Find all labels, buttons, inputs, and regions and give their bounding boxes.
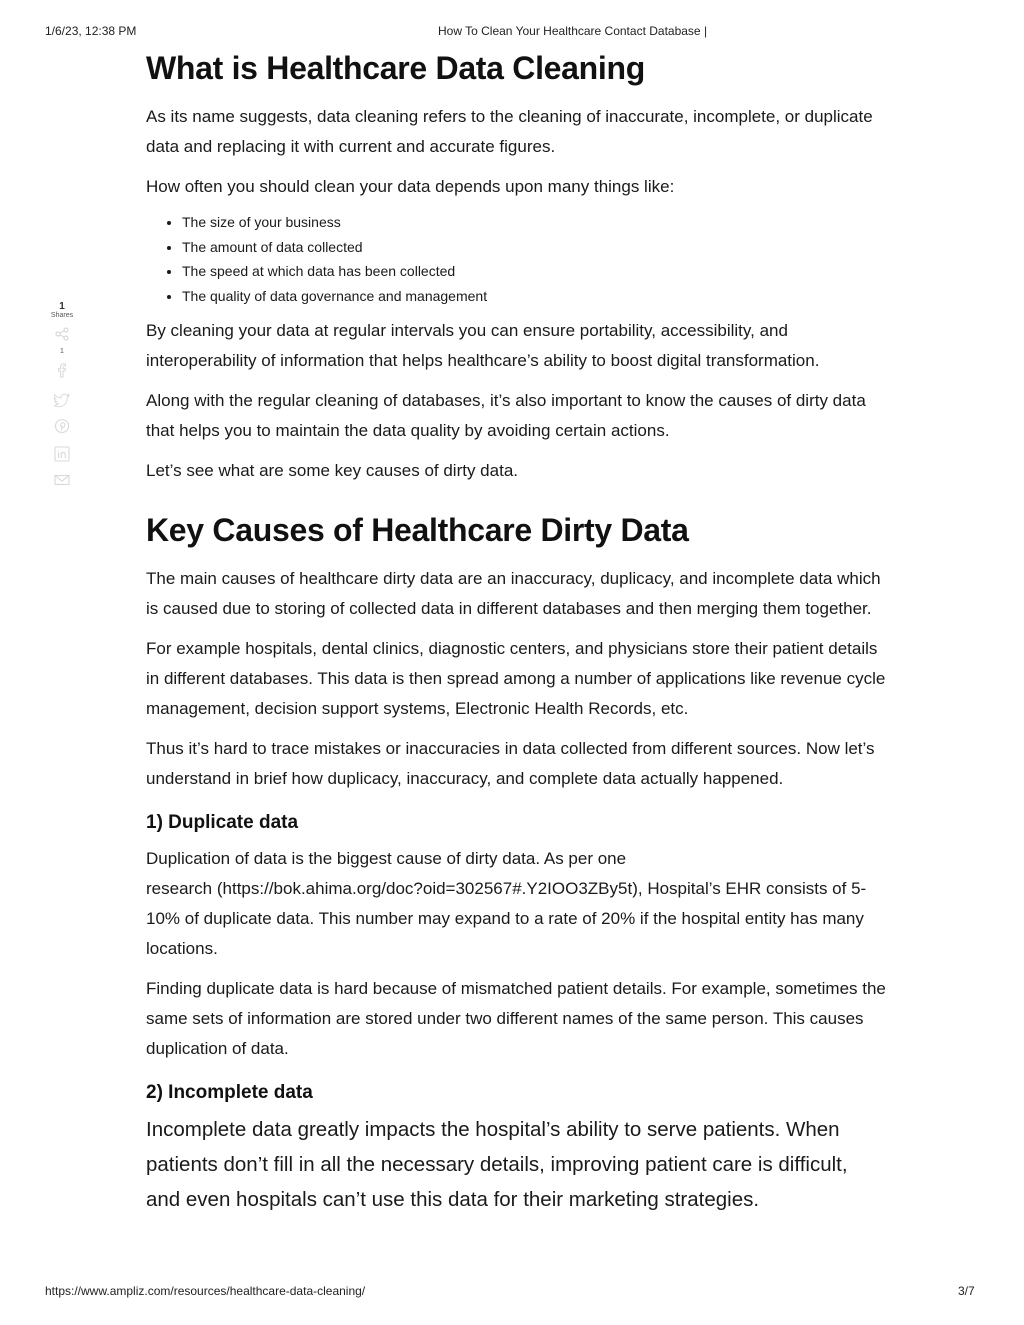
print-header xyxy=(0,24,1024,40)
paragraph-incomplete: Incomplete data greatly impacts the hospital’s ability to serve patients. When patients don’t fill in all the necessary details, improving patient care is difficult, and even hospitals can’t use this data for their marketing strategies. xyxy=(146,1118,848,1211)
section-heading-key-causes: Key Causes of Healthcare Dirty Data xyxy=(146,512,689,548)
article-content xyxy=(146,46,886,1217)
print-page-title: How To Clean Your Healthcare Contact Database | xyxy=(438,24,708,38)
share-count: 1 xyxy=(59,301,65,312)
section-heading-data-cleaning: What is Healthcare Data Cleaning xyxy=(146,50,645,86)
list-item: • The quality of data governance and management xyxy=(182,284,886,309)
page-number: 3/7 xyxy=(958,1284,975,1298)
paragraph-example: For example hospitals, dental clinics, diagnostic centers, and physicians store their patient details in different databases. This data is then spread among a number of applications like revenue cycle management, decision support systems, Electronic Health Records, etc. xyxy=(146,639,886,718)
paragraph-definition: As its name suggests, data cleaning refers to the cleaning of inaccurate, incomplete, or duplicate data and replacing it with current and accurate figures. xyxy=(146,107,873,156)
facebook-icon[interactable] xyxy=(54,362,70,378)
paragraph-lets-see: Let’s see what are some key causes of dirty data. xyxy=(146,461,518,480)
share-icon[interactable] xyxy=(54,326,70,342)
duplication-text-before: Duplication of data is the biggest cause of dirty data. As per one xyxy=(146,849,627,868)
paragraph-benefits: By cleaning your data at regular intervals you can ensure portability, accessibility, and interoperability of information that helps healthcare’s ability to boost digital transformation. xyxy=(146,321,820,370)
facebook-share-count: 1 xyxy=(60,348,64,355)
twitter-icon[interactable] xyxy=(54,392,70,408)
paragraph-finding-duplicates: Finding duplicate data is hard because of mismatched patient details. For example, sometimes the same sets of information are stored under two different names of the same person. This causes duplication of data. xyxy=(146,979,886,1058)
paragraph-trace-mistakes: Thus it’s hard to trace mistakes or inaccuracies in data collected from different sources. Now let’s understand in brief how duplicacy, inaccuracy, and complete data actually happened. xyxy=(146,739,875,788)
list-item: • The size of your business xyxy=(182,210,886,235)
share-count-label: Shares xyxy=(50,312,74,319)
factors-list xyxy=(146,210,886,308)
duplication-text-after: , Hospital’s EHR consists of 5-10% of duplicate data. This number may expand to a rate of 20% if the hospital entity has many locations. xyxy=(146,879,867,958)
pinterest-icon[interactable] xyxy=(54,418,70,434)
page-url: https://www.ampliz.com/resources/healthcare-data-cleaning/ xyxy=(45,1284,366,1298)
linkedin-icon[interactable] xyxy=(54,446,70,462)
research-link[interactable]: research (https://bok.ahima.org/doc?oid=302567#.Y2IOO3ZBy5t) xyxy=(146,879,638,898)
paragraph-frequency: How often you should clean your data depends upon many things like: xyxy=(146,177,675,196)
email-icon[interactable] xyxy=(54,472,70,488)
print-date: 1/6/23, 12:38 PM xyxy=(45,24,137,38)
social-share-bar xyxy=(48,302,76,488)
paragraph-causes-intro: Along with the regular cleaning of databases, it’s also important to know the causes of dirty data that helps you to maintain the data quality by avoiding certain actions. xyxy=(146,391,866,440)
subheading-duplicate-data: 1) Duplicate data xyxy=(146,812,299,833)
subheading-incomplete-data: 2) Incomplete data xyxy=(146,1082,313,1103)
list-item: • The amount of data collected xyxy=(182,235,886,260)
paragraph-main-causes: The main causes of healthcare dirty data are an inaccuracy, duplicacy, and incomplete data which is caused due to storing of collected data in different databases and then merging them together. xyxy=(146,569,881,618)
paragraph-duplication xyxy=(146,844,886,964)
print-footer xyxy=(0,1284,1024,1300)
list-item: • The speed at which data has been collected xyxy=(182,259,886,284)
